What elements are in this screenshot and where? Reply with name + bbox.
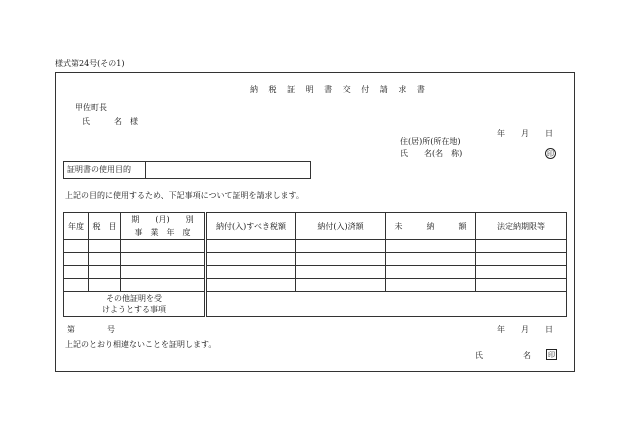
other-matters-line2: けようとする事項 [102,305,166,314]
table-cell [64,266,89,279]
header-term-line2: 事 業 年 度 [134,228,191,237]
table-cell [121,253,206,266]
table-cell [476,279,567,292]
table-cell [476,266,567,279]
table-row [64,279,567,292]
table-cell [64,240,89,253]
table-cell [89,253,121,266]
table-cell [206,266,296,279]
table-cell [121,240,206,253]
request-date: 年 月 日 [497,129,553,138]
table-cell [476,240,567,253]
form-title: 納 税 証 明 書 交 付 請 求 書 [250,85,429,94]
table-cell [121,266,206,279]
header-year: 年度 [64,213,89,240]
table-cell [89,240,121,253]
applicant-seal-icon: 印 [547,150,554,158]
certification-statement: 上記のとおり相違ないことを証明します。 [65,340,217,349]
table-row [64,266,567,279]
purpose-label: 証明書の使用目的 [64,162,146,178]
certificate-date: 年 月 日 [497,325,553,334]
table-cell [206,279,296,292]
table-row [64,240,567,253]
applicant-name-label: 氏 名(名 称) [400,149,463,158]
table-cell [121,279,206,292]
table-cell [296,253,386,266]
addressee-office: 甲佐町長 [75,103,107,112]
official-seal-icon: 印 [548,351,555,359]
table-cell [386,266,476,279]
certificate-number: 第 号 [67,325,115,334]
table-cell [64,279,89,292]
table-cell [206,253,296,266]
table-header-row [64,213,567,240]
table-cell [476,253,567,266]
table-cell [386,279,476,292]
table-cell [296,240,386,253]
purpose-field [63,161,311,179]
other-matters-line1: その他証明を受 [106,294,162,303]
header-term-line1: 期 (月) 別 [131,215,194,224]
applicant-address-label: 住(居)所(所在地) [400,137,461,146]
table-cell [206,240,296,253]
table-row-other [64,292,567,317]
official-name-label: 氏 名 [475,351,531,360]
table-cell [296,266,386,279]
header-amount-due: 納付(入)すべき税額 [206,213,296,240]
table-cell [296,279,386,292]
table-cell [386,240,476,253]
header-unpaid: 未 納 額 [386,213,476,240]
table-cell [386,253,476,266]
table-cell [64,253,89,266]
header-term [121,213,206,240]
header-tax-item: 税 目 [89,213,121,240]
table-cell [89,266,121,279]
other-matters-label [64,292,206,317]
other-matters-field [206,292,567,317]
table-row [64,253,567,266]
tax-table [63,212,567,317]
form-number: 様式第24号(その1) [55,59,125,68]
addressee-name: 氏 名 様 [82,117,138,126]
table-cell [89,279,121,292]
request-statement: 上記の目的に使用するため、下記事項について証明を請求します。 [65,191,304,200]
header-due-date: 法定納期限等 [476,213,567,240]
header-amount-paid: 納付(入)済額 [296,213,386,240]
